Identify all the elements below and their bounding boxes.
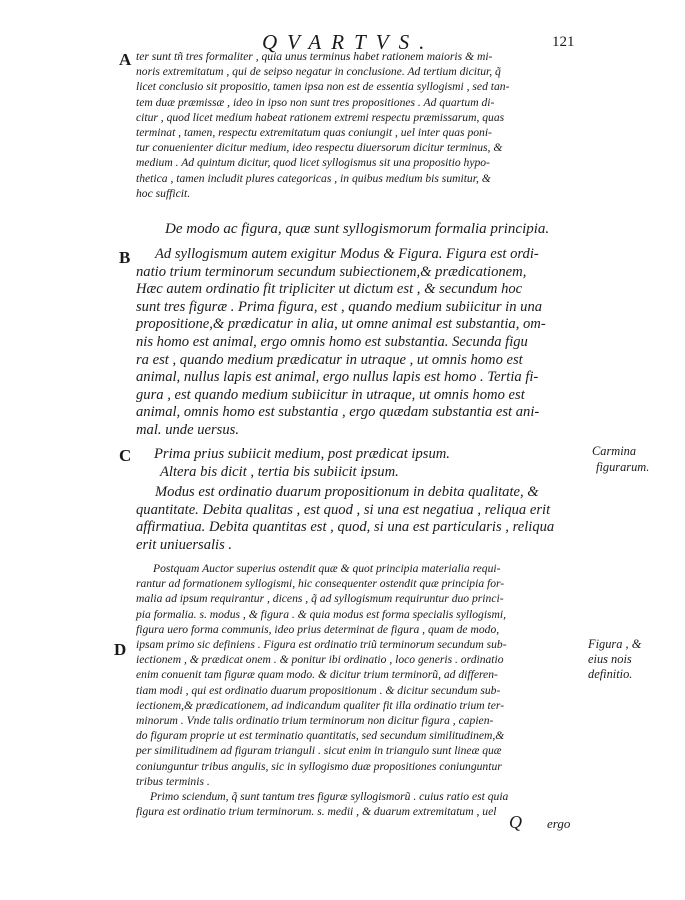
text-line: terminat , tamen, respectu extremitatum quas coniungit , uel inter quas poni-: [136, 126, 492, 139]
margin-letter-c: C: [119, 446, 132, 465]
text-line: noris extremitatum , qui de seipso negatur in conclusione. Ad tertium dicitur, q̃: [136, 65, 501, 79]
section-heading: De modo ac figura, quæ sunt syllogismorum formalia principia.: [165, 221, 550, 237]
text-line: iectionem,& prædicationem, ad indicandum qualiter fit illa ordinatio trium ter-: [136, 698, 505, 712]
text-line: natio trium terminorum secundum subiectionem,& prædicationem,: [136, 263, 527, 280]
text-line: malia ad ipsum requirantur , dicens , q̃ ad syllogismum requiruntur duo princi-: [136, 592, 504, 606]
text-line: animal, omnis homo est substantia , ergo quædam substantia est ani-: [136, 404, 540, 421]
marginal-note-carmina-2: figurarum.: [596, 460, 650, 474]
signature-mark: Q: [509, 812, 522, 832]
text-line: coniunguntur tribus angulis, sic in syllogismo duæ propositiones coniunguntur: [136, 759, 502, 773]
text-line: sunt tres figuræ . Prima figura, est , quando medium subiicitur in una: [136, 298, 543, 315]
text-line: tribus terminis .: [136, 774, 210, 788]
text-line: thetica , tamen includit plures categoricas , in quibus medium bis sumitur, &: [136, 171, 491, 185]
text-line: citur , quod licet medium habeat rationem extremi respectu præmissarum, quas: [136, 110, 505, 124]
marginal-note-figura-1: Figura , &: [588, 637, 642, 651]
text-line: Modus est ordinatio duarum propositionum in debita qualitate, &: [155, 484, 539, 500]
catchword: ergo: [547, 816, 571, 831]
text-line: tur conuenienter dicitur medium, ideo respectu diuersorum dicitur terminus, &: [136, 141, 503, 155]
text-line: animal, nullus lapis est animal, ergo nullus lapis est homo . Tertia fi-: [136, 369, 539, 386]
text-line: figura est ordinatio trium terminorum. s. medii , & duarum extremitatum , uel: [136, 805, 497, 819]
text-line: tem duæ præmissæ , ideo in ipso non sunt tres propositiones . Ad quartum di-: [136, 95, 495, 109]
text-line: licet conclusio sit propositio, tamen ipsa non est de essentia syllogismi , sed tan-: [136, 80, 510, 94]
text-line: affirmatiua. Debita quantitas est , quod, si una est particularis , reliqua: [136, 519, 555, 536]
marginal-note-figura-2: eius nois: [588, 652, 632, 666]
margin-letter-a: A: [119, 50, 132, 69]
running-header: QVARTVS.: [262, 30, 435, 54]
marginal-note-figura-3: definitio.: [588, 667, 633, 681]
text-line: Postquam Auctor superius ostendit quæ & quot principia materialia requi-: [153, 562, 501, 575]
text-line: Hæc autem ordinatio fit tripliciter ut dictum est , & secundum hoc: [136, 281, 523, 298]
verse-line: Prima prius subiicit medium, post prædicat ipsum.: [154, 446, 450, 462]
text-line: ter sunt tñ tres formaliter , quia unus terminus habet rationem maioris & mi-: [136, 50, 493, 63]
text-line: erit uniuersalis .: [136, 536, 233, 553]
text-line: minorum . Vnde talis ordinatio trium terminorum non dicitur figura , capien-: [136, 714, 494, 727]
verse-line: Altera bis dicit , tertia bis subiicit ipsum.: [160, 464, 399, 480]
text-line: do figuram proprie ut est terminatio quantitatis, sed secundum similitudinem,&: [136, 729, 505, 743]
text-line: Primo sciendum, q̃ sunt tantum tres figuræ syllogismorũ . cuius ratio est quia: [150, 790, 509, 803]
text-line: Ad syllogismum autem exigitur Modus & Figura. Figura est ordi-: [155, 246, 539, 262]
text-line: iectionem , & prædicat onem . & ponitur ibi ordinatio , loco generis . ordinatio: [136, 653, 504, 667]
text-line: enim conuenit tam figuræ quam modo. & dicitur trium terminorũ, ad differen-: [136, 668, 498, 682]
text-line: nis homo est animal, ergo omnis homo est substantia. Secunda figu: [136, 334, 528, 350]
margin-letter-b: B: [119, 248, 131, 267]
text-line: figura uero forma communis, ideo prius determinat de figura , quam de modo,: [136, 622, 500, 636]
text-line: quantitate. Debita qualitas , est quod , si una est negatiua , reliqua erit: [136, 501, 551, 518]
marginal-note-carmina-1: Carmina: [592, 444, 637, 458]
text-line: propositione,& prædicatur in alia, ut omne animal est substantia, om-: [136, 316, 546, 333]
text-line: ipsam primo sic definiens . Figura est ordinatio triũ terminorum secundum sub-: [136, 638, 507, 651]
text-line: mal. unde uersus.: [136, 422, 239, 438]
text-line: per similitudinem ad figuram trianguli . sicut enim in triangulo sunt lineæ quæ: [136, 744, 502, 758]
page-number: 121: [552, 34, 575, 50]
text-line: pia formalia. s. modus , & figura . & quia modus est forma specialis syllogismi,: [136, 607, 507, 621]
text-line: medium . Ad quintum dicitur, quod licet syllogismus sit una propositio hypo-: [136, 156, 490, 170]
margin-letter-d: D: [114, 640, 127, 659]
text-line: rantur ad formationem syllogismi, hic consequenter ostendit quæ principia for-: [136, 577, 505, 591]
text-line: tiam modi , qui est ordinatio duarum propositionum . & dicitur secundum sub-: [136, 683, 501, 697]
text-line: gura , est quando medium subiicitur in utraque, ut omnis homo est: [136, 386, 525, 403]
text-line: hoc sufficit.: [136, 186, 191, 200]
text-line: ra est , quando medium prædicatur in utraque , ut omnis homo est: [136, 351, 523, 368]
